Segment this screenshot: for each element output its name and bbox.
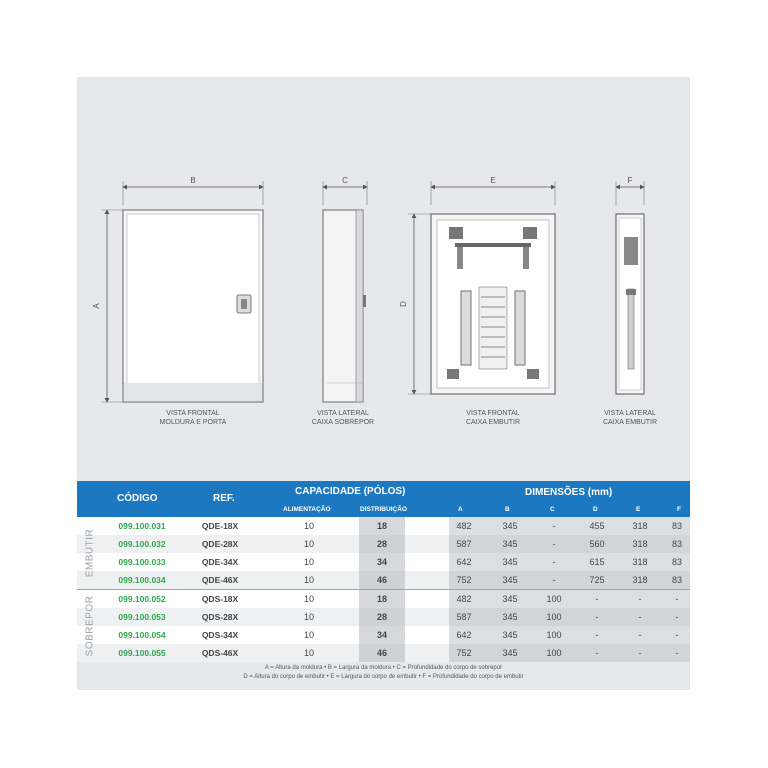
cell-dim-d: -: [595, 612, 599, 622]
cell-alimentacao: 10: [303, 612, 314, 622]
cell-dim-e: -: [638, 594, 642, 604]
caption-front-frame: VISTA FRONTAL MOLDURA E PORTA: [159, 410, 227, 426]
cell-dim-e: 318: [632, 539, 648, 549]
header-dimensoes: DIMENSÕES (mm): [525, 487, 613, 498]
cell-dim-f: 83: [671, 557, 682, 567]
cell-dim-c: -: [552, 557, 556, 567]
cell-distribuicao: 46: [376, 575, 387, 585]
side-flush-view: [616, 176, 644, 394]
legend-line-2: D = Altura do corpo de embutir • E = Largura do corpo de embutir • F = Profundidade do corpo de embutir: [243, 674, 524, 680]
cell-codigo: 099.100.031: [118, 521, 166, 531]
cell-ref: QDS-34X: [201, 630, 239, 640]
cell-dim-c: 100: [546, 594, 562, 604]
dim-label-f: F: [627, 176, 633, 185]
group-separator: [77, 589, 690, 590]
cell-dim-b: 345: [502, 557, 518, 567]
cell-dim-d: 615: [589, 557, 605, 567]
header-dim-e: E: [636, 506, 641, 513]
cell-ref: QDS-28X: [201, 612, 239, 622]
table-row: [77, 590, 690, 608]
cell-ref: QDE-46X: [201, 575, 239, 585]
cell-codigo: 099.100.032: [118, 539, 166, 549]
cell-distribuicao: 34: [376, 557, 387, 567]
cell-distribuicao: 28: [376, 539, 387, 549]
cell-ref: QDE-28X: [201, 539, 239, 549]
cell-dim-a: 482: [456, 594, 472, 604]
header-dim-f: F: [677, 506, 681, 513]
cell-distribuicao: 34: [376, 630, 387, 640]
cell-dim-f: -: [675, 612, 679, 622]
cell-dim-f: -: [675, 630, 679, 640]
cell-dim-d: 455: [589, 521, 605, 531]
caption-front-box: VISTA FRONTAL CAIXA EMBUTIR: [465, 410, 521, 426]
dim-label-d: D: [399, 301, 408, 307]
legend-line-1: A = Altura da moldura • B = Largura da moldura • C = Profundidade do corpo de sobrepor: [264, 665, 503, 671]
cell-alimentacao: 10: [303, 575, 314, 585]
cell-dim-f: -: [675, 648, 679, 658]
cell-codigo: 099.100.033: [118, 557, 166, 567]
cell-dim-b: 345: [502, 575, 518, 585]
table-row: [77, 608, 690, 626]
cell-dim-e: -: [638, 630, 642, 640]
cell-dim-c: -: [552, 521, 556, 531]
cell-dim-b: 345: [502, 594, 518, 604]
cell-dim-d: 725: [589, 575, 605, 585]
cell-dim-e: 318: [632, 575, 648, 585]
dim-label-c: C: [342, 176, 348, 185]
cell-dim-c: 100: [546, 648, 562, 658]
cell-distribuicao: 18: [376, 594, 387, 604]
cell-dim-a: 587: [456, 539, 472, 549]
cell-alimentacao: 10: [303, 630, 314, 640]
cell-dim-b: 345: [502, 648, 518, 658]
cell-dim-b: 345: [502, 521, 518, 531]
cell-alimentacao: 10: [303, 521, 314, 531]
cell-alimentacao: 10: [303, 539, 314, 549]
cell-codigo: 099.100.054: [118, 630, 166, 640]
cell-dim-b: 345: [502, 630, 518, 640]
cell-alimentacao: 10: [303, 648, 314, 658]
dim-label-a: A: [92, 303, 101, 309]
header-capacidade: CAPACIDADE (PÓLOS): [295, 486, 406, 497]
caption-side-flush: VISTA LATERAL CAIXA EMBUTIR: [602, 410, 658, 426]
cell-codigo: 099.100.034: [118, 575, 166, 585]
cell-distribuicao: 18: [376, 521, 387, 531]
cell-dim-a: 642: [456, 557, 472, 567]
header-dim-b: B: [505, 506, 510, 513]
table-row: [77, 571, 690, 589]
cell-ref: QDS-46X: [201, 648, 239, 658]
spec-table: [77, 481, 690, 690]
cell-codigo: 099.100.053: [118, 612, 166, 622]
cell-distribuicao: 28: [376, 612, 387, 622]
cell-dim-e: 318: [632, 557, 648, 567]
dim-label-b: B: [190, 176, 196, 185]
caption-side-box: VISTA LATERAL CAIXA SOBREPOR: [311, 410, 375, 426]
cell-dim-d: -: [595, 594, 599, 604]
cell-codigo: 099.100.052: [118, 594, 166, 604]
cell-dim-f: 83: [671, 539, 682, 549]
header-dim-c: C: [550, 506, 555, 513]
cell-dim-c: -: [552, 575, 556, 585]
dim-label-e: E: [490, 176, 496, 185]
front-frame-view: [92, 176, 263, 402]
cell-dim-e: 318: [632, 521, 648, 531]
cell-alimentacao: 10: [303, 594, 314, 604]
header-codigo: CÓDIGO: [117, 493, 158, 504]
cell-dim-b: 345: [502, 539, 518, 549]
group-label-embutir: EMBUTIR: [84, 528, 96, 578]
table-row: [77, 553, 690, 571]
cell-ref: QDS-18X: [201, 594, 239, 604]
cell-alimentacao: 10: [303, 557, 314, 567]
cell-dim-c: -: [552, 539, 556, 549]
cell-dim-a: 587: [456, 612, 472, 622]
group-label-sobrepor: SOBREPOR: [84, 595, 96, 657]
table-row: [77, 626, 690, 644]
cell-dim-a: 752: [456, 575, 472, 585]
header-distribuicao: DISTRIBUIÇÃO: [360, 506, 407, 513]
technical-drawings: [77, 77, 690, 477]
cell-ref: QDE-18X: [201, 521, 239, 531]
cell-dim-b: 345: [502, 612, 518, 622]
cell-dim-d: 560: [589, 539, 605, 549]
cell-ref: QDE-34X: [201, 557, 239, 567]
header-dim-d: D: [593, 506, 598, 513]
cell-dim-a: 642: [456, 630, 472, 640]
cell-dim-e: -: [638, 612, 642, 622]
table-row: [77, 535, 690, 553]
cell-dim-d: -: [595, 630, 599, 640]
side-box-view: [323, 176, 367, 402]
header-alimentacao: ALIMENTAÇÃO: [283, 506, 331, 513]
cell-dim-a: 752: [456, 648, 472, 658]
cell-dim-f: -: [675, 594, 679, 604]
header-ref: REF.: [213, 493, 235, 504]
front-box-view: [399, 176, 555, 394]
cell-distribuicao: 46: [376, 648, 387, 658]
table-row: [77, 644, 690, 662]
catalog-sheet: [77, 77, 690, 690]
cell-dim-a: 482: [456, 521, 472, 531]
cell-dim-f: 83: [671, 575, 682, 585]
table-header: [77, 481, 690, 517]
table-row: [77, 517, 690, 535]
cell-dim-d: -: [595, 648, 599, 658]
cell-dim-f: 83: [671, 521, 682, 531]
cell-dim-c: 100: [546, 612, 562, 622]
cell-dim-e: -: [638, 648, 642, 658]
header-dim-a: A: [458, 506, 463, 513]
cell-codigo: 099.100.055: [118, 648, 166, 658]
cell-dim-c: 100: [546, 630, 562, 640]
